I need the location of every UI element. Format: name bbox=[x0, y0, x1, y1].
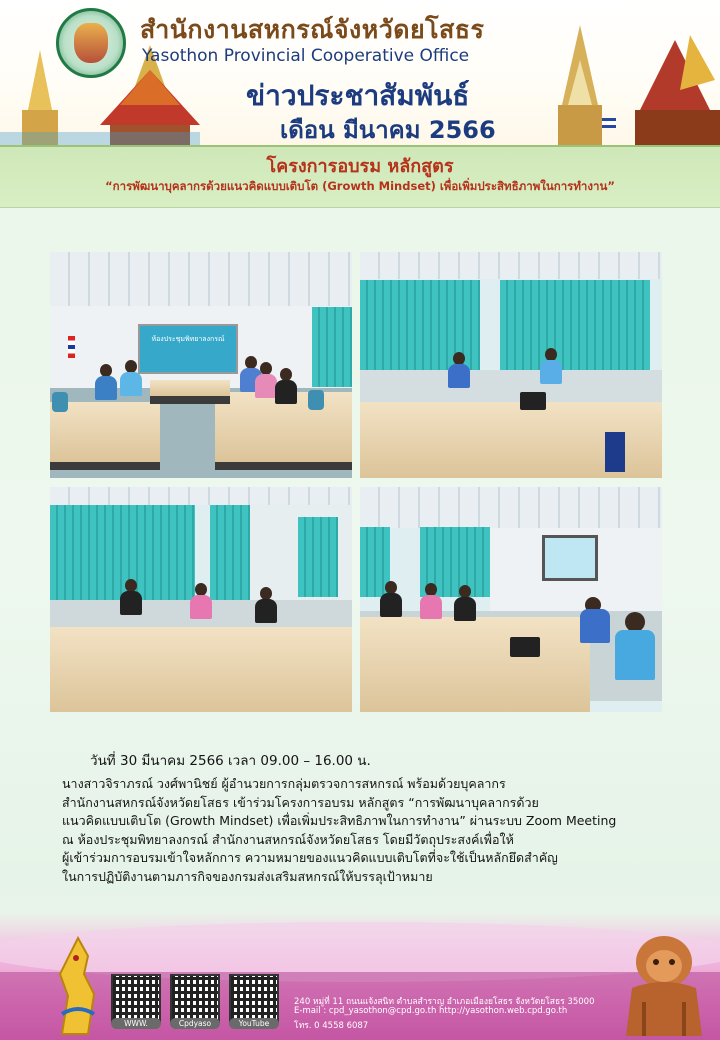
qr-code-icon[interactable] bbox=[229, 974, 279, 1024]
project-title: โครงการอบรม หลักสูตร bbox=[266, 156, 454, 177]
event-date: วันที่ 30 มีนาคม 2566 เวลา 09.00 – 16.00 น. bbox=[90, 753, 371, 769]
meeting-photo-4 bbox=[360, 487, 662, 712]
meeting-photo-2 bbox=[360, 252, 662, 478]
contact-phone: โทร. 0 4558 6087 bbox=[294, 1021, 369, 1031]
lion-statue-icon bbox=[620, 932, 708, 1036]
meeting-photo-3 bbox=[50, 487, 352, 712]
office-title-english: Yasothon Provincial Cooperative Office bbox=[142, 46, 470, 66]
qr-label-youtube: YouTube bbox=[229, 1018, 279, 1029]
naga-icon bbox=[48, 934, 108, 1036]
address-line: 240 หมู่ที่ 11 ถนนแจ้งสนิท ตำบลสำราญ อำเภอเมืองยโสธร จังหวัดยโสธร 35000 bbox=[294, 997, 595, 1007]
project-banner bbox=[0, 145, 720, 208]
office-title-thai: สำนักงานสหกรณ์จังหวัดยโสธร bbox=[140, 15, 485, 44]
temple-icon bbox=[540, 20, 720, 145]
qr-code-icon[interactable] bbox=[111, 974, 161, 1024]
zoom-screen bbox=[542, 535, 598, 581]
news-paragraph bbox=[62, 775, 662, 886]
paragraph-line: ผู้เข้าร่วมการอบรมเข้าใจหลักการ ความหมายของแนวคิดแบบเติบโตที่จะใช้เป็นหลักยึดสำคัญ bbox=[62, 850, 558, 865]
footer bbox=[0, 912, 720, 1040]
logo-emblem bbox=[56, 8, 126, 78]
month-line: เดือน มีนาคม 2566 bbox=[280, 116, 496, 144]
project-subtitle: “การพัฒนาบุคลากรด้วยแนวคิดแบบเติบโต (Growth Mindset) เพื่อเพิ่มประสิทธิภาพในการทำงาน” bbox=[105, 179, 615, 193]
room-sign: ห้องประชุมพิทยาลงกรณ์ bbox=[138, 324, 238, 374]
paragraph-line: ณ ห้องประชุมพิทยาลงกรณ์ สำนักงานสหกรณ์จังหวัดยโสธร โดยมีวัตถุประสงค์เพื่อให้ bbox=[62, 831, 514, 847]
contact-email: E-mail : cpd_yasothon@cpd.go.th http://yasothon.web.cpd.go.th bbox=[294, 1006, 568, 1016]
thai-flag-icon bbox=[68, 336, 75, 358]
meeting-photo-1 bbox=[50, 252, 352, 478]
paragraph-line: ในการปฏิบัติงานตามภารกิจของกรมส่งเสริมสหกรณ์ให้บรรลุเป้าหมาย bbox=[62, 868, 433, 884]
qr-code-icon[interactable] bbox=[170, 974, 220, 1024]
paragraph-line: นางสาวจิราภรณ์ วงศ์พานิชย์ ผู้อำนวยการกลุ่มตรวจการสหกรณ์ พร้อมด้วยบุคลากร bbox=[62, 776, 506, 791]
qr-label-facebook: Cpdyaso bbox=[170, 1018, 220, 1029]
paragraph-line: แนวคิดแบบเติบโต (Growth Mindset) เพื่อเพิ่มประสิทธิภาพในการทำงาน” ผ่านระบบ Zoom Meeting bbox=[62, 813, 617, 828]
header bbox=[0, 0, 720, 145]
paragraph-line: สำนักงานสหกรณ์จังหวัดยโสธร เข้าร่วมโครงการอบรม หลักสูตร “การพัฒนาบุคลากรด้วย bbox=[62, 794, 539, 810]
section-title: ข่าวประชาสัมพันธ์ bbox=[246, 79, 470, 112]
qr-label-website: WWW. bbox=[111, 1018, 161, 1029]
